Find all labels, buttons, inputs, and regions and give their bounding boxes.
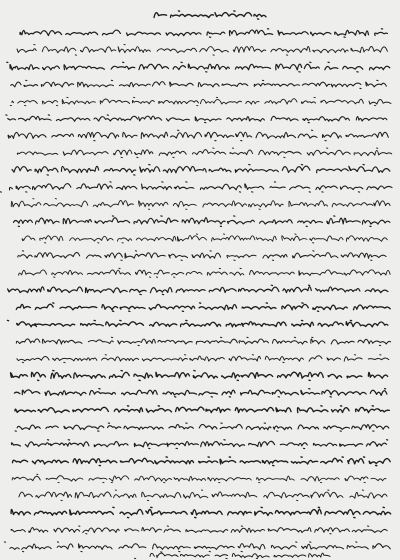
handwritten-line-stroke	[13, 457, 391, 466]
handwritten-line	[10, 97, 391, 105]
handwritten-line-stroke	[7, 62, 390, 72]
handwritten-line-stroke	[7, 285, 387, 294]
handwritten-line	[11, 526, 387, 534]
closing-line-stroke	[135, 552, 331, 559]
handwritten-line-stroke	[14, 216, 390, 227]
handwritten-line	[6, 115, 387, 123]
handwritten-line	[7, 285, 387, 294]
handwritten-line-stroke	[16, 303, 390, 312]
handwritten-line-stroke	[0, 371, 388, 381]
handwritten-line-stroke	[15, 406, 389, 413]
handwritten-line	[0, 182, 392, 192]
handwritten-line	[19, 490, 387, 501]
handwritten-line	[11, 80, 387, 88]
handwritten-line-stroke	[6, 115, 387, 123]
handwritten-line-stroke	[17, 355, 389, 363]
handwritten-line	[12, 440, 388, 449]
handwritten-line	[0, 371, 388, 381]
handwritten-line	[7, 320, 387, 327]
handwritten-line	[15, 406, 389, 413]
handwritten-line-stroke	[16, 337, 390, 345]
handwritten-line-stroke	[11, 199, 390, 210]
handwritten-line	[20, 29, 387, 38]
handwritten-line	[16, 303, 390, 312]
handwritten-line	[22, 234, 387, 243]
handwritten-line	[8, 130, 388, 141]
handwritten-line	[7, 62, 390, 72]
handwritten-line-stroke	[20, 29, 387, 38]
handwritten-line-stroke	[8, 130, 388, 141]
handwritten-line	[17, 355, 389, 363]
handwritten-line	[14, 389, 387, 397]
handwritten-line-stroke	[14, 389, 387, 397]
handwritten-line-stroke	[18, 251, 386, 261]
handwritten-line	[13, 457, 391, 466]
handwritten-line	[17, 45, 387, 56]
handwritten-line	[4, 542, 390, 552]
handwritten-line-stroke	[11, 526, 387, 534]
handwritten-line-stroke	[4, 542, 390, 552]
handwritten-line-stroke	[19, 490, 387, 501]
handwritten-line	[12, 474, 386, 482]
handwritten-line	[15, 423, 389, 431]
handwritten-line-stroke	[17, 148, 391, 158]
handwritten-line	[14, 216, 390, 227]
handwritten-line-stroke	[12, 165, 390, 176]
handwritten-line-stroke	[12, 440, 388, 449]
handwritten-line-stroke	[11, 80, 387, 88]
handwritten-line-stroke	[0, 182, 392, 192]
handwritten-line	[18, 251, 386, 261]
handwritten-line-stroke	[22, 234, 387, 243]
handwritten-line-stroke	[15, 423, 389, 431]
handwritten-line-stroke	[10, 97, 391, 105]
handwritten-line	[11, 199, 390, 210]
handwritten-line	[11, 507, 391, 517]
handwritten-line-stroke	[17, 45, 387, 56]
handwritten-line-stroke	[7, 320, 387, 327]
handwritten-line	[16, 337, 390, 345]
handwritten-line-stroke	[11, 507, 391, 517]
handwritten-line-stroke	[12, 474, 386, 482]
handwritten-line	[17, 148, 391, 158]
closing-line	[135, 552, 331, 559]
handwritten-line-stroke	[19, 268, 390, 277]
handwritten-line	[12, 165, 390, 176]
handwritten-line	[19, 268, 390, 277]
